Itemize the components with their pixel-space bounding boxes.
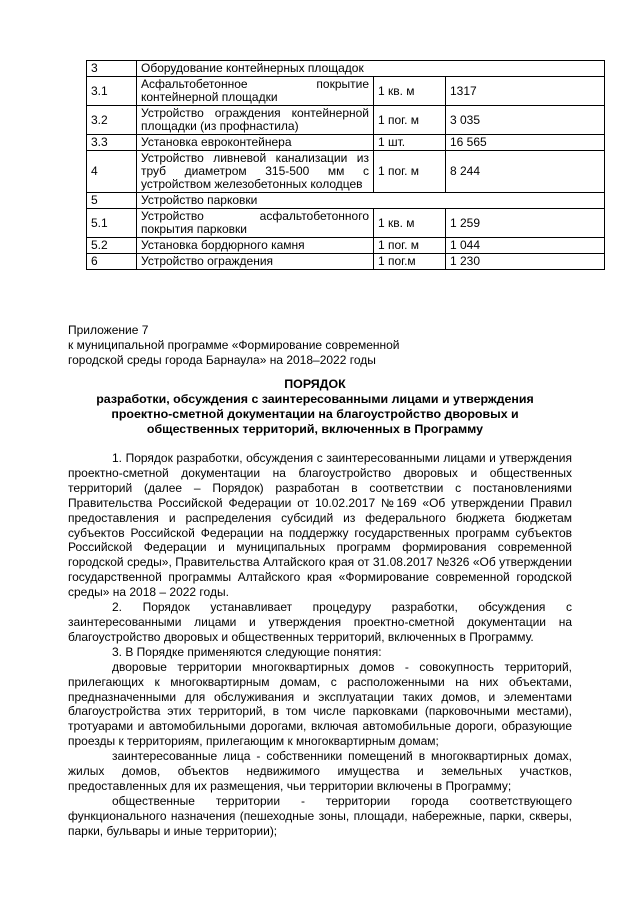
- row-section-title: Устройство парковки: [137, 193, 605, 209]
- row-section-title: Оборудование контейнерных площадок: [137, 61, 605, 77]
- row-cost: 3 035: [446, 106, 605, 135]
- table-row: [87, 61, 605, 77]
- row-cost: 1 259: [446, 209, 605, 238]
- row-number: 4: [87, 151, 137, 193]
- row-unit: 1 кв. м: [374, 77, 446, 106]
- table-row: [87, 254, 605, 270]
- row-unit: 1 пог. м: [374, 238, 446, 254]
- row-cost: 1 230: [446, 254, 605, 270]
- paragraph-4: дворовые территории многоквартирных домов - совокупность территорий, прилегающих к многоквартирным домам, с расположенными на них объектами, предназначенными для обслуживания и эксплуатации таких домов, и элементами благоустройства этих территорий, в том числе парковками (парковочными местами), тротуарами и автомобильными дорогами, включая автомобильные дороги, образующие проезды к территориям, прилегающим к многоквартирным домам;: [68, 659, 572, 749]
- appendix-line-1: Приложение 7: [68, 323, 149, 337]
- row-unit: 1 шт.: [374, 135, 446, 151]
- row-work-name: Устройство ограждения контейнерной площадки (из профнастила): [137, 106, 374, 135]
- row-number: 3.2: [87, 106, 137, 135]
- table-row: [87, 209, 605, 238]
- table-row: [87, 106, 605, 135]
- row-number: 3.1: [87, 77, 137, 106]
- document-title: [70, 377, 560, 437]
- row-unit: 1 кв. м: [374, 209, 446, 238]
- row-work-name: Асфальтобетонное покрытие контейнерной площадки: [137, 77, 374, 106]
- document-body: [68, 451, 572, 839]
- paragraph-3: 3. В Порядке применяются следующие понятия:: [112, 644, 382, 659]
- row-number: 3: [87, 61, 137, 77]
- table-row: [87, 77, 605, 106]
- title-subtitle: разработки, обсуждения с заинтересованными лицами и утверждения проектно-сметной документации на благоустройство дворовых и общественных территорий, включенных в Программу: [96, 392, 534, 436]
- row-number: 5.1: [87, 209, 137, 238]
- row-cost: 1 044: [446, 238, 605, 254]
- appendix-line-3: городской среды города Барнаула» на 2018–2022 годы: [68, 353, 376, 367]
- row-work-name: Устройство асфальтобетонного покрытия парковки: [137, 209, 374, 238]
- row-unit: 1 пог.м: [374, 254, 446, 270]
- row-number: 5.2: [87, 238, 137, 254]
- cost-table: [86, 60, 605, 270]
- paragraph-2: 2. Порядок устанавливает процедуру разработки, обсуждения с заинтересованными лицами и утверждения проектно-сметной документации на благоустройство дворовых и общественных территорий, включенных в Программу.: [68, 600, 572, 644]
- row-number: 5: [87, 193, 137, 209]
- row-number: 3.3: [87, 135, 137, 151]
- appendix-line-2: к муниципальной программе «Формирование современной: [68, 338, 400, 352]
- table-row: [87, 151, 605, 193]
- row-cost: 1317: [446, 77, 605, 106]
- paragraph-1: 1. Порядок разработки, обсуждения с заинтересованными лицами и утверждения проектно-сметной документации на благоустройство дворовых и общественных территорий (далее – Порядок) разработан в соответствии с постановлениями Правительства Российской Федерации от 10.02.2017 №169 «Об утверждении Правил предоставления и распределения субсидий из федерального бюджета бюджетам субъектов Российской Федерации на поддержку государственных программ субъектов Российской Федерации и муниципальных программ формирования современной городской среды», Правительства Алтайского края от 31.08.2017 №326 «Об утверждении государственной программы Алтайского края «Формирование современной городской среды» на 2018 – 2022 годы.: [68, 451, 572, 600]
- title-heading: ПОРЯДОК: [284, 377, 346, 391]
- cost-table-body: [87, 61, 605, 270]
- appendix-header: [68, 323, 400, 368]
- row-cost: 16 565: [446, 135, 605, 151]
- row-unit: 1 пог. м: [374, 106, 446, 135]
- row-unit: 1 пог. м: [374, 151, 446, 193]
- table-row: [87, 135, 605, 151]
- paragraph-6: общественные территории - территории города соответствующего функционального назначения (пешеходные зоны, площади, набережные, парки, скверы, парки, бульвары и иные территории);: [68, 793, 572, 838]
- table-row: [87, 193, 605, 209]
- paragraph-5: заинтересованные лица - собственники помещений в многоквартирных домах, жилых домов, объектов недвижимого имущества и земельных участков, предоставленных для их размещения, чьи территории включены в Программу;: [68, 749, 572, 793]
- row-cost: 8 244: [446, 151, 605, 193]
- row-number: 6: [87, 254, 137, 270]
- row-work-name: Устройство ливневой канализации из труб диаметром 315-500 мм с устройством железобетонных колодцев: [137, 151, 374, 193]
- row-work-name: Установка евроконтейнера: [137, 135, 374, 151]
- table-row: [87, 238, 605, 254]
- row-work-name: Устройство ограждения: [137, 254, 374, 270]
- row-work-name: Установка бордюрного камня: [137, 238, 374, 254]
